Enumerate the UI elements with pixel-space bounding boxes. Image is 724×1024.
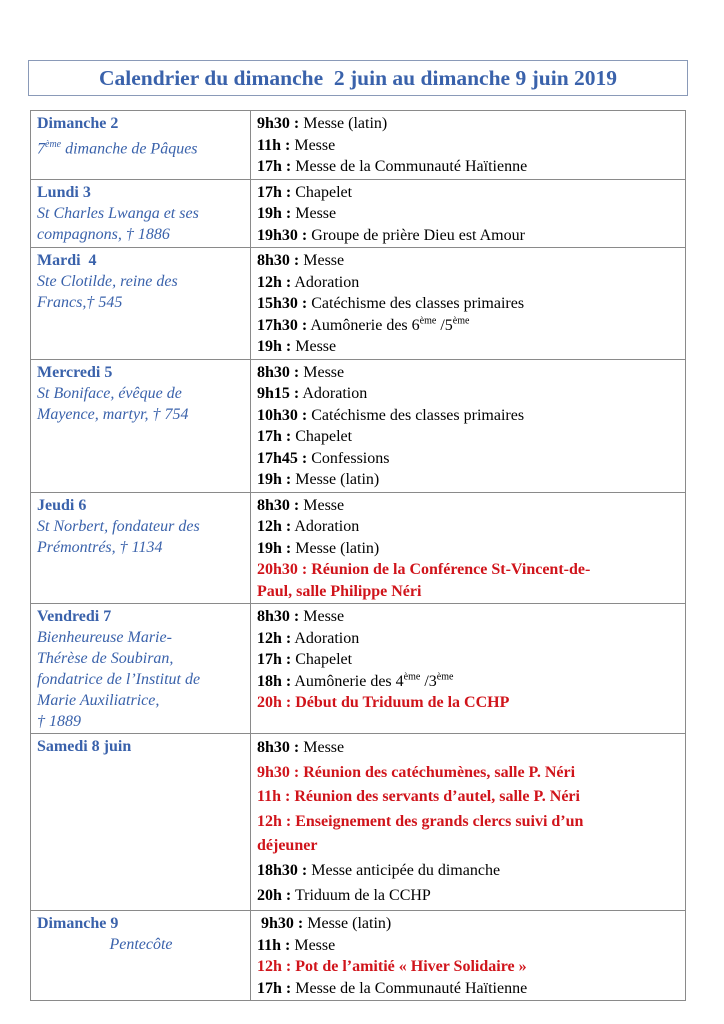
- saint-line: Thérèse de Soubiran,: [37, 650, 174, 667]
- saint-line: Mayence, martyr, † 754: [37, 405, 189, 423]
- day-cell: [31, 179, 251, 248]
- event-line: 9h15 : Adoration: [257, 385, 368, 402]
- event-line: 18h : Aumônerie des 4ème /3ème: [257, 671, 454, 690]
- saint-line: compagnons, † 1886: [37, 225, 170, 243]
- day-row-samedi-8: [31, 734, 686, 911]
- highlight-event-line: 12h : Pot de l’amitié « Hiver Solidaire »: [257, 958, 527, 976]
- event-line: 11h : Messe: [257, 136, 336, 154]
- page-title: Calendrier du dimanche 2 juin au dimanche 9 juin 2019: [98, 65, 618, 90]
- day-name: Mercredi 5: [37, 363, 113, 381]
- event-line: 19h : Messe (latin): [257, 539, 380, 557]
- title-box: [28, 60, 688, 96]
- event-line: 17h : Chapelet: [257, 428, 353, 445]
- event-line: 17h30 : Aumônerie des 6ème /5ème: [257, 315, 470, 334]
- day-cell: [31, 248, 251, 360]
- saint-line: Francs,† 545: [37, 294, 123, 311]
- event-line: 17h45 : Confessions: [257, 449, 390, 467]
- day-cell: [31, 911, 251, 1001]
- events-cell: [251, 604, 686, 734]
- events-cell: [251, 179, 686, 248]
- day-row-mardi-4: [31, 248, 686, 360]
- day-row-dimanche-9: [31, 911, 686, 1001]
- event-line: 19h30 : Groupe de prière Dieu est Amour: [257, 226, 525, 244]
- event-line: 12h : Adoration: [257, 518, 360, 535]
- event-line: 20h : Triduum de la CCHP: [257, 886, 431, 904]
- event-line: 11h : Messe: [257, 936, 336, 954]
- day-row-mercredi-5: [31, 359, 686, 492]
- day-name: Jeudi 6: [37, 496, 87, 514]
- event-line: 8h30 : Messe: [257, 252, 345, 269]
- liturgical-note: Pentecôte: [109, 936, 173, 954]
- day-name: Samedi 8 juin: [37, 738, 132, 755]
- highlight-event-line: Paul, salle Philippe Néri: [257, 582, 422, 600]
- day-row-jeudi-6: [31, 492, 686, 604]
- saint-line: Prémontrés, † 1134: [37, 538, 163, 556]
- day-cell: [31, 111, 251, 180]
- highlight-event-line: 11h : Réunion des servants d’autel, salle P. Néri: [257, 788, 580, 806]
- event-line: 18h30 : Messe anticipée du dimanche: [257, 861, 501, 879]
- calendar-table: [30, 110, 686, 1001]
- event-line: 9h30 : Messe (latin): [261, 915, 392, 933]
- event-line: 12h : Adoration: [257, 629, 360, 647]
- event-line: 19h : Messe: [257, 338, 337, 355]
- saint-line: St Charles Lwanga et ses: [37, 204, 199, 222]
- event-line: 19h : Messe: [257, 205, 337, 222]
- day-cell: [31, 359, 251, 492]
- saint-line: St Norbert, fondateur des: [37, 517, 200, 535]
- saint-line: Marie Auxiliatrice,: [37, 692, 160, 709]
- day-row-dimanche-2: [31, 111, 686, 180]
- events-cell: [251, 911, 686, 1001]
- day-row-vendredi-7: [31, 604, 686, 734]
- event-line: 17h : Chapelet: [257, 651, 353, 668]
- event-line: 9h30 : Messe (latin): [257, 115, 388, 132]
- event-line: 17h : Messe de la Communauté Haïtienne: [257, 158, 528, 175]
- saint-line: St Boniface, évêque de: [37, 384, 182, 402]
- events-cell: [251, 734, 686, 911]
- events-cell: [251, 248, 686, 360]
- highlight-event-line: 12h : Enseignement des grands clercs suivi d’un: [257, 812, 584, 830]
- events-cell: [251, 492, 686, 604]
- event-line: 8h30 : Messe: [257, 496, 345, 514]
- event-line: 17h : Messe de la Communauté Haïtienne: [257, 979, 528, 997]
- saint-line: Ste Clotilde, reine des: [37, 273, 178, 290]
- saint-line: Bienheureuse Marie-: [37, 629, 172, 646]
- saint-line: fondatrice de l’Institut de: [37, 671, 201, 688]
- day-cell: [31, 734, 251, 911]
- day-cell: [31, 604, 251, 734]
- events-cell: [251, 359, 686, 492]
- event-line: 15h30 : Catéchisme des classes primaires: [257, 295, 525, 312]
- event-line: 17h : Chapelet: [257, 183, 353, 201]
- event-line: 8h30 : Messe: [257, 608, 345, 625]
- day-cell: [31, 492, 251, 604]
- highlight-event-line: déjeuner: [257, 837, 318, 855]
- day-row-lundi-3: [31, 179, 686, 248]
- liturgical-note: 7ème dimanche de Pâques: [37, 139, 198, 158]
- day-name: Dimanche 9: [37, 915, 119, 933]
- highlight-event-line: 9h30 : Réunion des catéchumènes, salle P. Néri: [257, 763, 576, 781]
- day-name: Dimanche 2: [37, 115, 119, 132]
- events-cell: [251, 111, 686, 180]
- event-line: 19h : Messe (latin): [257, 471, 380, 488]
- day-name: Vendredi 7: [37, 608, 112, 625]
- event-line: 10h30 : Catéchisme des classes primaires: [257, 406, 525, 424]
- saint-line: † 1889: [37, 713, 81, 730]
- event-line: 8h30 : Messe: [257, 363, 345, 381]
- event-line: 8h30 : Messe: [257, 739, 345, 756]
- highlight-event-line: 20h30 : Réunion de la Conférence St-Vincent-de-: [257, 561, 591, 578]
- highlight-event-line: 20h : Début du Triduum de la CCHP: [257, 694, 510, 711]
- day-name: Lundi 3: [37, 183, 91, 201]
- day-name: Mardi 4: [37, 252, 97, 269]
- event-line: 12h : Adoration: [257, 273, 360, 291]
